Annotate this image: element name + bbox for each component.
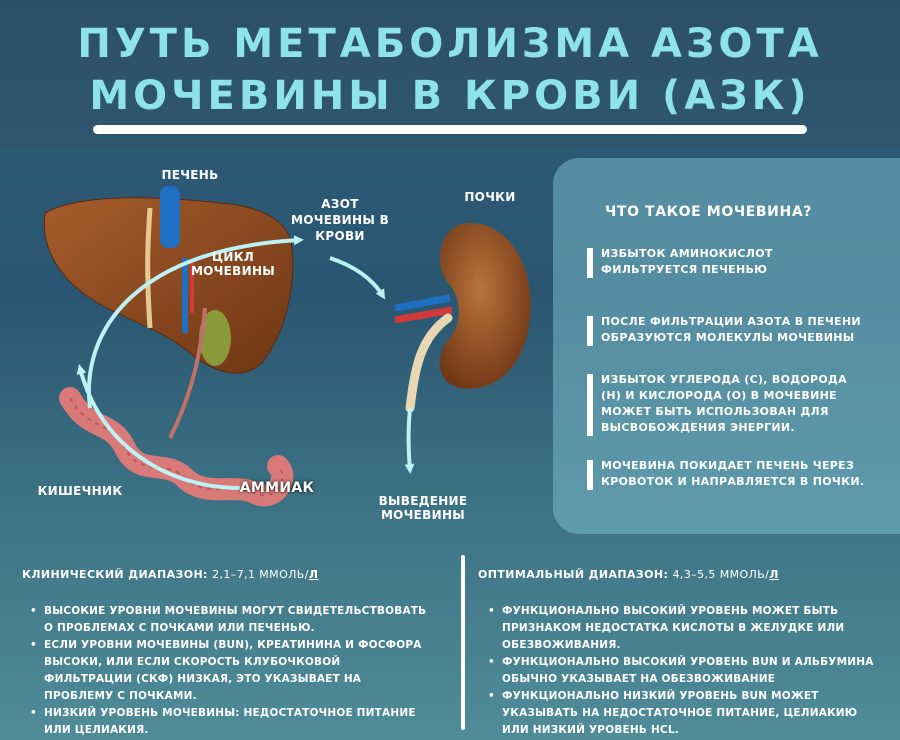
ammonia-label: АММИАК — [239, 480, 315, 496]
arrow-blood-to-kidney — [330, 258, 383, 296]
clinical-range-value: 2,1–7,1 ММОЛЬ/ — [212, 568, 309, 581]
clinical-range-unit: Л — [308, 568, 319, 581]
list-item: • ФУНКЦИОНАЛЬНО НИЗКИЙ УРОВЕНЬ BUN МОЖЕТ УКАЗЫВАТЬ НА НЕДОСТАТОЧНОЕ ПИТАНИЕ, ЦЕЛИАКИЮ ИЛИ НИЗКИЙ УРОВЕНЬ HCL. — [486, 688, 886, 739]
info-item-bar — [587, 316, 593, 346]
liver-label: ПЕЧЕНЬ — [161, 168, 219, 182]
info-title: ЧТО ТАКОЕ МОЧЕВИНА? — [605, 204, 812, 220]
info-item-4 — [587, 458, 867, 490]
blood-urea-label-line-1: АЗОТ — [321, 197, 359, 211]
blood-urea-label — [290, 196, 390, 244]
optimal-range-label: ОПТИМАЛЬНЫЙ ДИАПАЗОН: — [478, 568, 669, 581]
optimal-range-value: 4,3–5,5 ММОЛЬ/ — [672, 568, 770, 581]
list-item: • ФУНКЦИОНАЛЬНО ВЫСОКИЙ УРОВЕНЬ BUN И АЛЬБУМИНА ОБЫЧНО УКАЗЫВАЕТ НА ОБЕЗВОЖИВАНИЕ — [486, 654, 886, 688]
optimal-range-heading — [478, 568, 779, 581]
title-line-2: МОЧЕВИНЫ В КРОВИ (АЗК) — [89, 73, 811, 119]
title-underline — [93, 125, 807, 134]
info-item-text: ИЗБЫТОК АМИНОКИСЛОТ ФИЛЬТРУЕТСЯ ПЕЧЕНЬЮ — [601, 247, 773, 276]
info-item-2 — [587, 314, 867, 346]
info-panel — [553, 158, 900, 534]
info-item-1 — [587, 246, 867, 278]
blood-urea-label-line-2: МОЧЕВИНЫ В — [290, 213, 390, 227]
optimal-range-unit: Л — [769, 568, 779, 581]
optimal-points-list — [486, 603, 886, 739]
list-item: • НИЗКИЙ УРОВЕНЬ МОЧЕВИНЫ: НЕДОСТАТОЧНОЕ ПИТАНИЕ ИЛИ ЦЕЛИАКИЯ. — [28, 705, 428, 739]
info-item-bar — [587, 248, 593, 278]
info-item-bar — [587, 374, 593, 436]
blood-urea-label-line-3: КРОВИ — [315, 229, 365, 243]
clinical-points-list — [28, 603, 428, 739]
intestine-label: КИШЕЧНИК — [37, 484, 123, 498]
info-item-3 — [587, 372, 867, 436]
clinical-range-heading — [22, 568, 318, 581]
title-line-1: ПУТЬ МЕТАБОЛИЗМА АЗОТА — [77, 21, 823, 67]
vena-cava-shape — [160, 186, 180, 248]
kidney-shape — [440, 223, 531, 389]
info-item-bar — [587, 460, 593, 490]
kidneys-label: ПОЧКИ — [464, 190, 516, 204]
list-item: • ВЫСОКИЕ УРОВНИ МОЧЕВИНЫ МОГУТ СВИДЕТЕЛЬСТВОВАТЬ О ПРОБЛЕМАХ С ПОЧКАМИ ИЛИ ПЕЧЕНЬЮ. — [28, 603, 428, 637]
page-title — [0, 18, 900, 122]
info-item-text: МОЧЕВИНА ПОКИДАЕТ ПЕЧЕНЬ ЧЕРЕЗ КРОВОТОК И НАПРАВЛЯЕТСЯ В ПОЧКИ. — [601, 459, 865, 488]
list-item: • ФУНКЦИОНАЛЬНО ВЫСОКИЙ УРОВЕНЬ МОЖЕТ БЫТЬ ПРИЗНАКОМ НЕДОСТАТКА КИСЛОТЫ В ЖЕЛУДКЕ ИЛИ ОБЕЗВОЖИВАНИЯ. — [486, 603, 886, 654]
excretion-label: ВЫВЕДЕНИЕ МОЧЕВИНЫ — [378, 494, 468, 522]
arrow-kidney-excretion — [409, 408, 411, 470]
list-item: • ЕСЛИ УРОВНИ МОЧЕВИНЫ (BUN), КРЕАТИНИНА И ФОСФОРА ВЫСОКИ, ИЛИ ЕСЛИ СКОРОСТЬ КЛУБОЧКОВОЙ ФИЛЬТРАЦИИ (СКФ) НИЗКАЯ, ЭТО УКАЗЫВАЕТ НА ПРОБЛЕМУ С ПОЧКАМИ. — [28, 637, 428, 705]
info-item-text: ПОСЛЕ ФИЛЬТРАЦИИ АЗОТА В ПЕЧЕНИ ОБРАЗУЮТСЯ МОЛЕКУЛЫ МОЧЕВИНЫ — [601, 315, 861, 344]
columns-divider — [461, 555, 465, 730]
urea-cycle-label: ЦИКЛ МОЧЕВИНЫ — [190, 250, 276, 278]
info-item-text: ИЗБЫТОК УГЛЕРОДА (С), ВОДОРОДА (Н) И КИСЛОРОДА (О) В МОЧЕВИНЕ МОЖЕТ БЫТЬ ИСПОЛЬЗОВАН ДЛЯ ВЫСВОБОЖДЕНИЯ ЭНЕРГИИ. — [601, 373, 847, 434]
clinical-range-label: КЛИНИЧЕСКИЙ ДИАПАЗОН: — [22, 568, 208, 581]
